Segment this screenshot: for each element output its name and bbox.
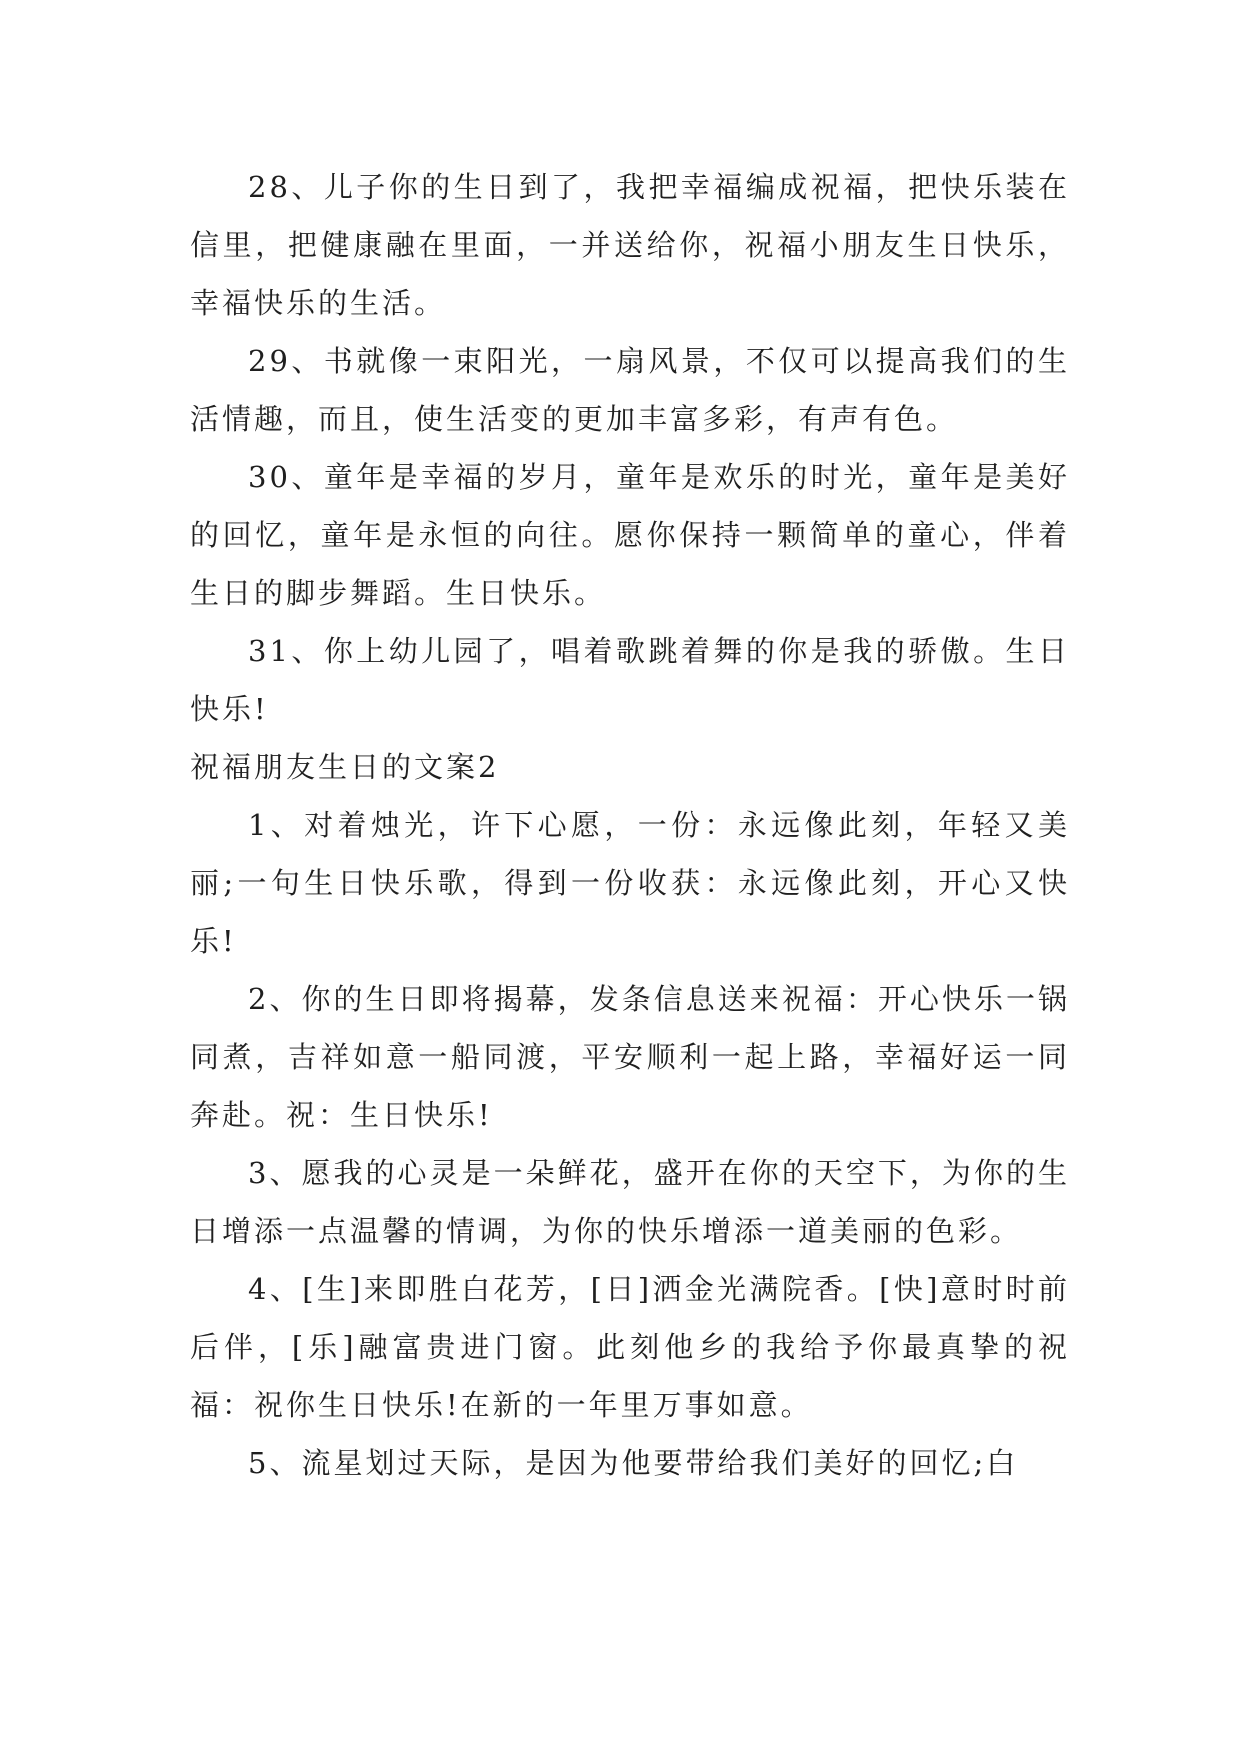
paragraph-28: 28、儿子你的生日到了，我把幸福编成祝福，把快乐装在信里，把健康融在里面，一并送给你，祝福小朋友生日快乐，幸福快乐的生活。 (190, 170, 1070, 320)
section-heading: 祝福朋友生日的文案2 (190, 750, 500, 784)
paragraph-29: 29、书就像一束阳光，一扇风景，不仅可以提高我们的生活情趣，而且，使生活变的更加丰富多彩，有声有色。 (190, 344, 1070, 436)
paragraph-5: 5、流星划过天际，是因为他要带给我们美好的回忆;白 (248, 1446, 1019, 1480)
paragraph-4: 4、[生]来即胜白花芳，[日]洒金光满院香。[快]意时时前后伴，[乐]融富贵进门窗。此刻他乡的我给予你最真挚的祝福：祝你生日快乐!在新的一年里万事如意。 (190, 1272, 1070, 1422)
document-body (190, 158, 1070, 1492)
paragraph-2: 2、你的生日即将揭幕，发条信息送来祝福：开心快乐一锅同煮，吉祥如意一船同渡，平安顺利一起上路，幸福好运一同奔赴。祝：生日快乐! (190, 982, 1070, 1132)
paragraph-30: 30、童年是幸福的岁月，童年是欢乐的时光，童年是美好的回忆，童年是永恒的向往。愿你保持一颗简单的童心，伴着生日的脚步舞蹈。生日快乐。 (190, 460, 1070, 610)
paragraph-31: 31、你上幼儿园了，唱着歌跳着舞的你是我的骄傲。生日快乐! (190, 634, 1070, 726)
paragraph-1: 1、对着烛光，许下心愿，一份：永远像此刻，年轻又美丽;一句生日快乐歌，得到一份收获：永远像此刻，开心又快乐! (190, 808, 1070, 958)
paragraph-3: 3、愿我的心灵是一朵鲜花，盛开在你的天空下，为你的生日增添一点温馨的情调，为你的快乐增添一道美丽的色彩。 (190, 1156, 1070, 1248)
